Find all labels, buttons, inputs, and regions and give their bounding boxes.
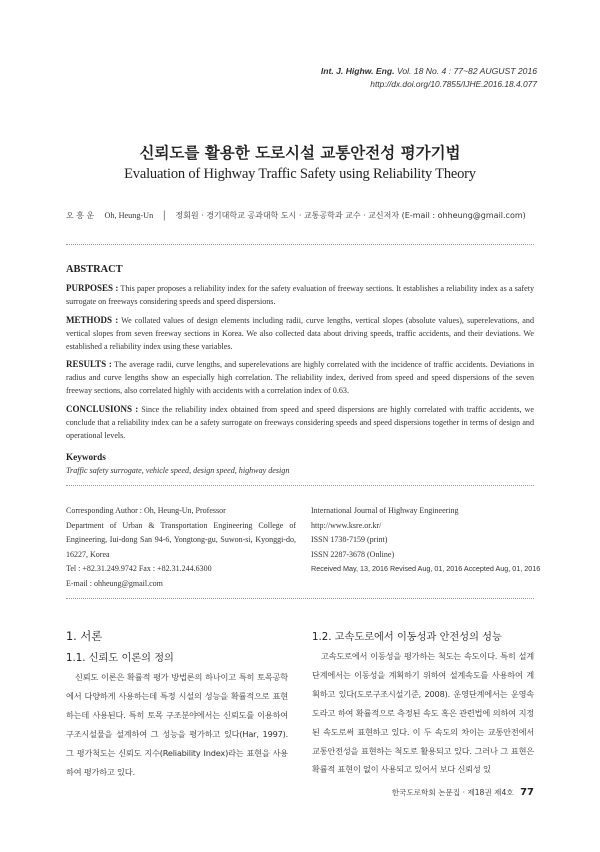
abstract-purposes	[66, 282, 534, 309]
section-1-1-heading: 1.1. 신뢰도 이론의 정의	[66, 653, 174, 664]
correspondence-email[interactable]: E-mail : ohheung@gmail.com	[66, 578, 163, 588]
abstract-heading: ABSTRACT	[66, 264, 123, 275]
abstract-section	[66, 264, 534, 478]
correspondence-phone: Tel : +82.31.249.9742 Fax : +82.31.244.6300	[66, 564, 212, 574]
abstract-conclusions	[66, 403, 534, 443]
doi-link[interactable]: http://dx.doi.org/10.7855/IJHE.2016.18.4.077	[370, 79, 537, 89]
author-name-english: Oh, Heung-Un	[104, 211, 154, 220]
page-number: 77	[520, 787, 534, 798]
volume-info: Vol. 18 No. 4 : 77~82 AUGUST 2016	[396, 66, 537, 76]
journal-citation	[321, 66, 537, 76]
issn-print: ISSN 1738-7159 (print)	[311, 535, 388, 545]
author-line	[66, 210, 546, 221]
journal-name: International Journal of Highway Engineering	[311, 506, 459, 515]
title-english: Evaluation of Highway Traffic Safety using Reliability Theory	[124, 166, 476, 182]
author-affiliation: 정회원 · 경기대학교 공과대학 도시 · 교통공학과 교수 · 교신저자 (E-mail : ohheung@gmail.com)	[175, 211, 526, 220]
abstract-methods	[66, 314, 534, 354]
purposes-label: PURPOSES :	[66, 282, 119, 293]
abstract-results	[66, 358, 534, 398]
divider-mid	[66, 485, 534, 486]
journal-url[interactable]: http://www.ksre.or.kr/	[311, 520, 382, 530]
author-divider: │	[161, 211, 168, 220]
purposes-text: This paper proposes a reliability index for the safety evaluation of freeway sections. It establishes a reliability index as a safety surrogate on freeways considering speeds and speed dispersions.	[66, 283, 534, 306]
footer-journal-issue: 한국도로학회 논문집 · 제18권 제4호	[391, 788, 514, 797]
section-1-heading: 1. 서론	[66, 630, 103, 643]
conclusions-label: CONCLUSIONS :	[66, 404, 139, 415]
corresponding-author: Corresponding Author : Oh, Heung-Un, Professor	[66, 506, 226, 515]
methods-text: We collated values of design elements including radii, curve lengths, vertical slopes (absolute values), superelevations, and vertical slopes from seven freeway sections in Korea. We also collected data about driving speeds, traffic accidents, and their deviations. We established a reliability index using these variables.	[66, 315, 534, 351]
keywords-heading: Keywords	[66, 451, 106, 462]
section-1-2-heading: 1.2. 고속도로에서 이동성과 안전성의 성능	[312, 632, 502, 643]
title-korean: 신뢰도를 활용한 도로시설 교통안전성 평가기법	[139, 144, 461, 162]
divider-bottom	[66, 598, 534, 599]
body-right-column	[312, 628, 534, 779]
journal-abbrev: Int. J. Highw. Eng.	[320, 66, 395, 76]
divider-top	[66, 244, 534, 245]
conclusions-text: Since the reliability index obtained from speed and speed dispersions are highly correlated with traffic accidents, we conclude that a reliability index can be a safety surrogate on freeways considering speeds and speed dispersions together in terms of design and operational levels.	[66, 405, 534, 440]
author-name-korean: 오 흥 운	[66, 211, 95, 220]
results-text: The average radii, curve lengths, and superelevations are highly correlated with the incidence of traffic accidents. Deviations in radius and curve lengths show an especially high correlation. The reliability index, derived from speed and speed dispersions of the seven freeway sections, also correlated highly with accidents with a correlation index of 0.63.	[66, 360, 534, 396]
keywords-text: Traffic safety surrogate, vehicle speed, design speed, highway design	[66, 465, 290, 475]
page-footer	[392, 787, 534, 798]
methods-label: METHODS :	[66, 314, 119, 325]
body-left-column	[66, 628, 288, 781]
correspondence-address: Department of Urban & Transportation Engineering College of Engineering, Iui-dong San 94-6, Yongtong-gu, Suwon-si, Kyonggi-do, 16227, Korea	[66, 520, 296, 559]
section-1-1-text: 신뢰도 이론은 확률적 평가 방법론의 하나이고 특히 토목공학에서 다양하게 사용하는데 특정 시설의 성능을 확률적으로 표현하는데 사용된다. 특히 토목 구조분야에서는 신뢰도를 이용하여 구조시설물을 설계하여 그 성능을 평가하고 있다(Har, 1997). 그 평가척도는 신뢰도 지수(Reliability Index)라는 표현을 사용하여 평가하고 있다.	[66, 672, 288, 777]
section-1-2-text: 고속도로에서 이동성을 평가하는 척도는 속도이다. 특히 설계단계에서는 이동성을 계획하기 위하여 설계속도를 사용하여 계획하고 있다(도로구조시설기준, 2008). 운영단계에서는 운영속도라고 하여 확률적으로 측정된 속도 혹은 관련법에 의하여 지정된 속도로써 표현하고 있다. 이 두 속도의 차이는 교통안전에서 교통안전성을 표현하는 척도로 활용되고 있다. 그러나 그 표현은 확률적 표현이 없이 사용되고 있어서 보다 신뢰성 있	[312, 651, 534, 775]
issn-online: ISSN 2287-3678 (Online)	[311, 549, 395, 559]
journal-info-block	[311, 504, 541, 577]
results-label: RESULTS :	[66, 359, 112, 370]
received-dates: Received May, 13, 2016 Revised Aug, 01, 2016 Accepted Aug, 01, 2016	[311, 564, 541, 574]
correspondence-block	[66, 504, 296, 592]
